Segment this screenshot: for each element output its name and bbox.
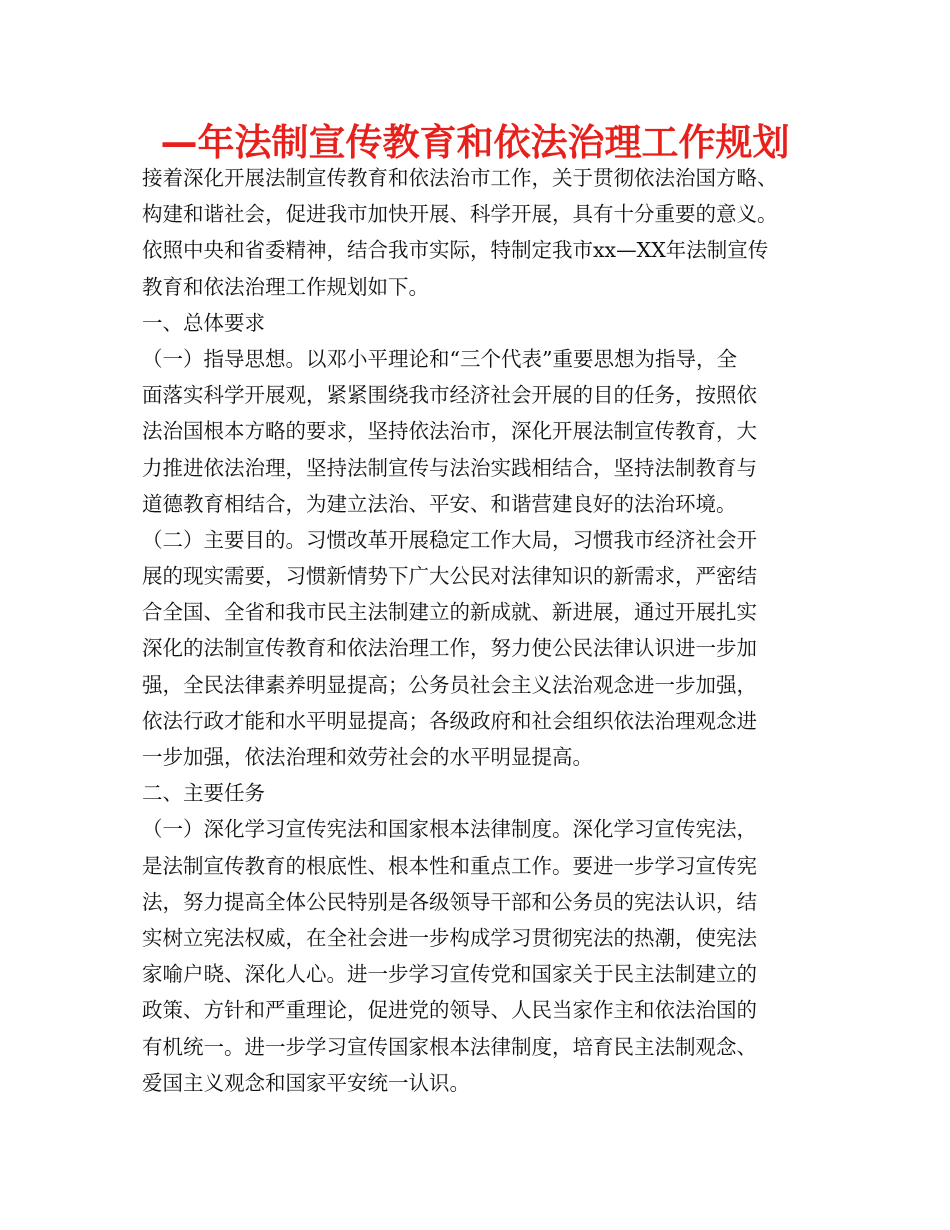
body-line: 接着深化开展法制宣传教育和依法治市工作，关于贯彻依法治国方略、 — [142, 166, 778, 190]
body-line: 力推进依法治理，坚持法制宣传与法治实践相结合，坚持法制教育与 — [142, 455, 757, 480]
body-line: 强，全民法律素养明显提高；公务员社会主义法治观念进一步加强， — [142, 672, 757, 697]
body-line: 有机统一。进一步学习宣传国家根本法律制度，培育民主法制观念、 — [142, 1034, 757, 1059]
body-line: 依照中央和省委精神，结合我市实际，特制定我市xx—XX年法制宣传 — [142, 238, 769, 263]
body-line: （一）指导思想。以邓小平理论和“三个代表”重要思想为指导，全 — [142, 346, 737, 371]
body-line: 法治国根本方略的要求，坚持依法治市，深化开展法制宣传教育，大 — [142, 419, 757, 444]
body-line: 教育和依法治理工作规划如下。 — [142, 274, 429, 299]
body-line: 实树立宪法权威，在全社会进一步构成学习贯彻宪法的热潮，使宪法 — [142, 925, 757, 950]
body-line: 依法行政才能和水平明显提高；各级政府和社会组织依法治理观念进 — [142, 708, 757, 733]
body-line: 展的现实需要，习惯新情势下广大公民对法律知识的新需求，严密结 — [142, 564, 757, 589]
body-line: 法，努力提高全体公民特别是各级领导干部和公务员的宪法认识，结 — [142, 889, 757, 914]
body-line: （一）深化学习宣传宪法和国家根本法律制度。深化学习宣传宪法， — [142, 817, 757, 842]
section-heading: 一、总体要求 — [142, 310, 265, 335]
body-line: 面落实科学开展观，紧紧围绕我市经济社会开展的目的任务，按照依 — [142, 383, 757, 408]
section-heading: 二、主要任务 — [142, 781, 265, 806]
document-title: —年法制宣传教育和依法治理工作规划 — [160, 121, 790, 164]
body-line: （二）主要目的。习惯改革开展稳定工作大局，习惯我市经济社会开 — [142, 527, 757, 552]
body-line: 深化的法制宣传教育和依法治理工作，努力使公民法律认识进一步加 — [142, 636, 757, 661]
body-line: 家喻户晓、深化人心。进一步学习宣传党和国家关于民主法制建立的 — [142, 962, 757, 987]
body-line: 合全国、全省和我市民主法制建立的新成就、新进展，通过开展扎实 — [142, 600, 757, 625]
body-line: 一步加强，依法治理和效劳社会的水平明显提高。 — [142, 745, 593, 769]
body-line: 构建和谐社会，促进我市加快开展、科学开展，具有十分重要的意义。 — [142, 202, 778, 227]
body-line: 道德教育相结合，为建立法治、平安、和谐营建良好的法治环境。 — [142, 491, 737, 516]
document-body — [142, 160, 832, 1101]
body-line: 爱国主义观念和国家平安统一认识。 — [142, 1070, 470, 1095]
body-line: 是法制宣传教育的根底性、根本性和重点工作。要进一步学习宣传宪 — [142, 853, 757, 878]
body-line: 政策、方针和严重理论，促进党的领导、人民当家作主和依法治国的 — [142, 998, 757, 1023]
